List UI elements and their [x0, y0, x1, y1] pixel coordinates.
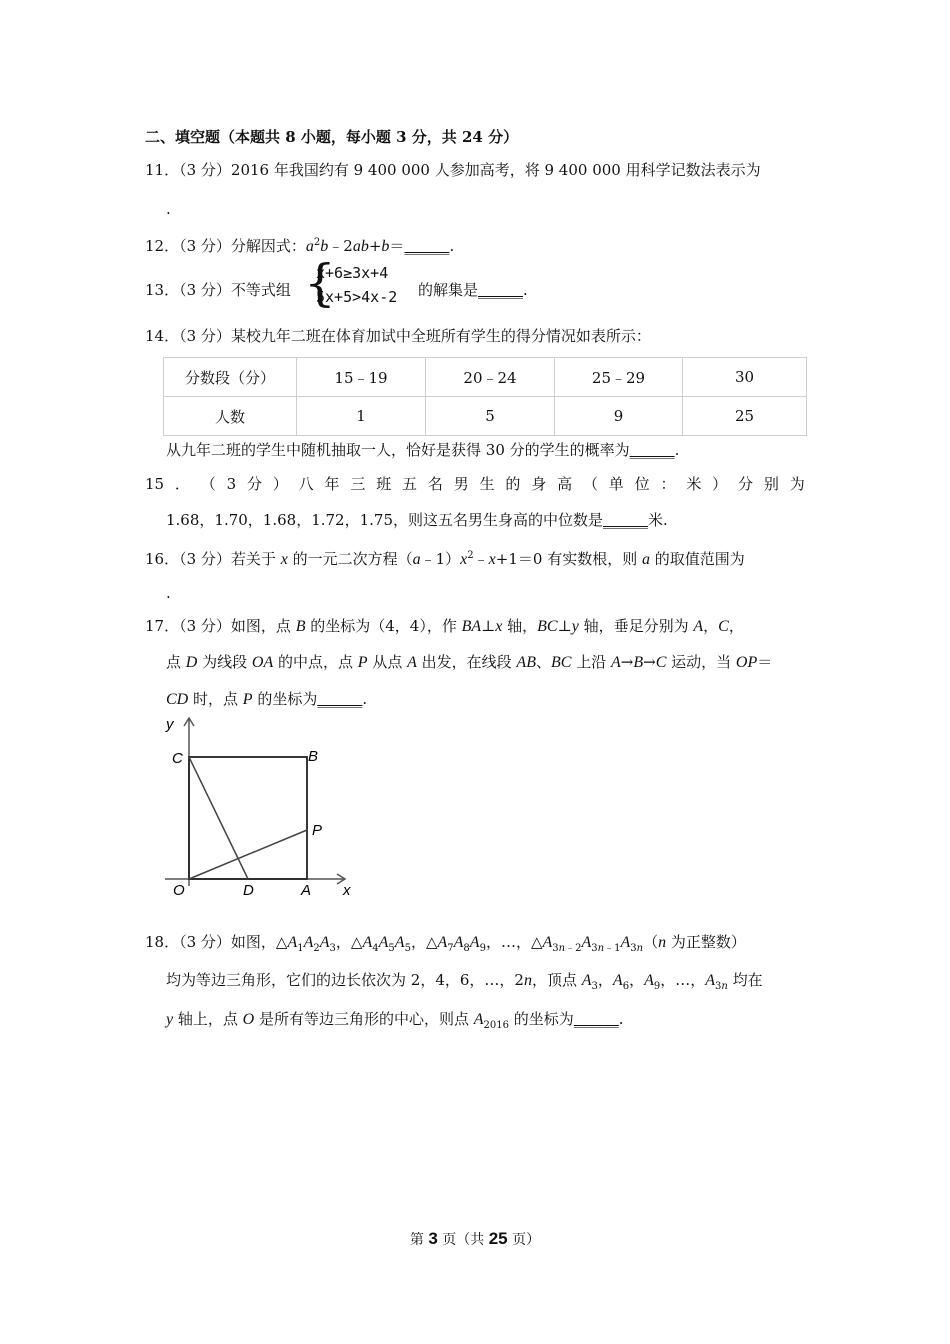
- coordinate-figure: [160, 713, 360, 898]
- question-15-line2: 1.68，1.70，1.68，1.72，1.75，则这五名男生身高的中位数是______米.: [166, 511, 668, 529]
- question-text: 分解因式：: [230, 237, 306, 255]
- question-14-followup: 从九年二班的学生中随机抽取一人，恰好是获得 30 分的学生的概率为______.: [166, 441, 680, 459]
- table-row: [164, 358, 807, 397]
- answer-blank: ______: [603, 511, 648, 529]
- section-title: 二、填空题（本题共 8 小题，每小题 3 分，共 24 分）: [145, 128, 519, 146]
- question-text: 2016 年我国约有 9 400 000 人参加高考，将 9 400 000 用科学记数法表示为: [230, 161, 761, 179]
- inequality-1: x+6≥3x+4: [316, 264, 389, 282]
- page-total: 25: [488, 1229, 508, 1248]
- question-text: 不等式组: [230, 281, 291, 299]
- question-text: 某校九年二班在体育加试中全班所有学生的得分情况如表所示：: [230, 327, 651, 345]
- answer-blank: ______: [404, 237, 450, 255]
- question-16: 16．（3 分）若关于 x 的一元二次方程$(a﹣1)x^2﹣x+1=0$ 有实数根，则 a 的取值范围为: [145, 550, 745, 568]
- score-table: [163, 357, 807, 436]
- question-score: （3 分）: [179, 237, 231, 255]
- question-score: （3 分）: [179, 281, 231, 299]
- question-score: （3 分）: [179, 161, 231, 179]
- question-14: [145, 325, 651, 347]
- table-cell: 20﹣24: [426, 358, 555, 397]
- question-17-line2: 点 D 为线段 OA 的中点，点 P 从点 A 出发，在线段 AB、BC 上沿 A→B→C 运动，当 OP＝: [166, 653, 773, 671]
- table-cell: 25: [683, 397, 807, 436]
- question-score: （3 分）: [179, 933, 231, 951]
- question-16-end: .: [166, 584, 171, 602]
- question-number: 11．: [145, 161, 180, 179]
- question-number: 14．: [145, 327, 180, 345]
- question-13-tail: 的解集是______.: [418, 281, 528, 299]
- question-11: [145, 159, 761, 181]
- label-A: A: [301, 882, 312, 898]
- question-17: 17．（3 分）如图，点 B 的坐标为（4，4），作 BA⊥x 轴，BC⊥y 轴，垂足分别为 A，C，: [145, 617, 744, 635]
- table-cell: 9: [555, 397, 683, 436]
- table-cell: 30: [683, 358, 807, 397]
- label-O: O: [173, 882, 185, 898]
- question-13: [145, 279, 291, 301]
- inequality-system: [304, 254, 419, 312]
- question-score: （3 分）: [179, 550, 231, 568]
- table-cell: 5: [426, 397, 555, 436]
- inequality-2: 5x+5>4x-2: [316, 288, 398, 306]
- question-11-end: .: [166, 200, 171, 218]
- label-P: P: [312, 822, 323, 839]
- label-x: x: [343, 882, 351, 898]
- label-B: B: [308, 748, 319, 765]
- segment-CD: [189, 757, 248, 879]
- question-18-line3: y 轴上，点 O 是所有等边三角形的中心，则点 $A_{2016}$ 的坐标为______.: [166, 1010, 624, 1031]
- page-number: 3: [428, 1229, 438, 1248]
- segment-OP: [189, 830, 307, 879]
- label-D: D: [243, 882, 254, 898]
- label-C: C: [172, 750, 183, 767]
- question-number: 16．: [145, 550, 180, 568]
- question-score: （3 分）: [179, 327, 231, 345]
- question-number: 13．: [145, 281, 180, 299]
- table-row: [164, 397, 807, 436]
- question-number: 18．: [145, 933, 180, 951]
- question-15: 15 ． （ 3 分 ） 八 年 三 班 五 名 男 生 的 身 高 （ 单 位 ： 米 ） 分 别 为: [145, 475, 805, 493]
- label-y: y: [166, 716, 174, 733]
- answer-blank: ______: [478, 281, 524, 299]
- question-number: 12．: [145, 237, 180, 255]
- square-OABC: [189, 757, 307, 879]
- brace-icon: {: [304, 254, 336, 312]
- question-18: 18．（3 分）如图，$\triangle A_1A_2A_3$，$\triangle A_4A_5A_5$，$\triangle A_7A_8A_9$，…，$\triangle A_{3n﹣2}A_{3n﹣1}A_{3n}(n$ 为正整数）: [145, 933, 746, 954]
- question-17-line3: CD 时，点 P 的坐标为______.: [166, 690, 368, 708]
- table-cell: 1: [297, 397, 426, 436]
- question-12: 12．（3 分）分解因式：$a^2b﹣2ab+b=\_\_\_\_\_\_$.: [145, 237, 455, 255]
- answer-blank: ______: [629, 441, 675, 459]
- table-cell: 15﹣19: [297, 358, 426, 397]
- math-expression: $a^2b﹣2ab+b=$: [305, 237, 405, 255]
- question-score: （3 分）: [179, 617, 231, 635]
- page-footer: 第 3 页（共 25 页）: [409, 1229, 541, 1248]
- answer-blank: ______: [573, 1010, 619, 1028]
- table-cell: 25﹣29: [555, 358, 683, 397]
- answer-blank: ______: [317, 690, 363, 708]
- question-number: 17．: [145, 617, 180, 635]
- question-18-line2: 均为等边三角形，它们的边长依次为 2，4，6，…，2n，顶点 $A_3$，$A_6$，$A_9$，…，$A_{3n}$ 均在: [166, 971, 763, 992]
- table-cell: 分数段（分）: [164, 358, 297, 397]
- table-cell: 人数: [164, 397, 297, 436]
